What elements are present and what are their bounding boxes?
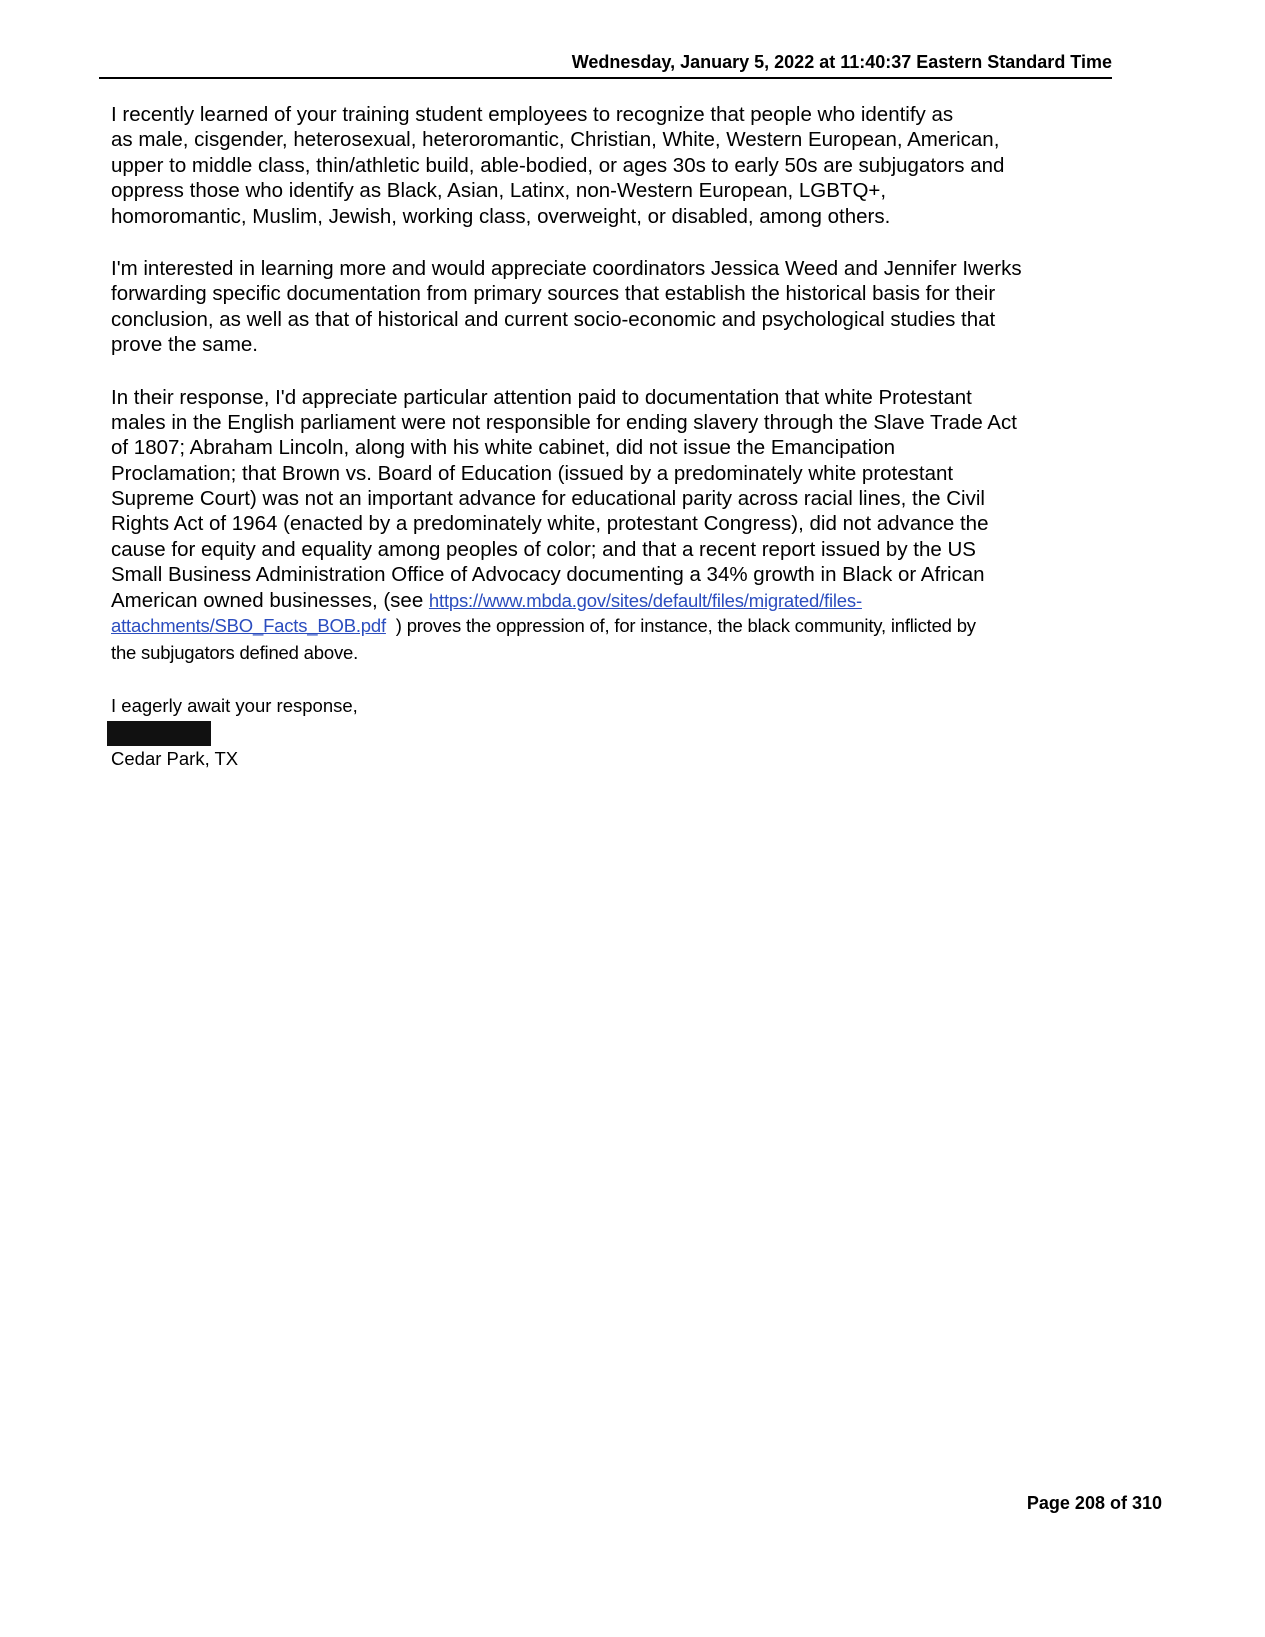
text-line: I'm interested in learning more and would appreciate coordinators Jessica Weed and Jennifer Iwerks bbox=[111, 256, 1022, 280]
email-body bbox=[111, 102, 1121, 666]
text-segment: American owned businesses, (see bbox=[111, 588, 429, 612]
text-line: Proclamation; that Brown vs. Board of Education (issued by a predominately white protestant bbox=[111, 461, 954, 485]
text-line: of 1807; Abraham Lincoln, along with his white cabinet, did not issue the Emancipation bbox=[111, 436, 896, 460]
text-line bbox=[111, 613, 1121, 640]
redacted-name bbox=[107, 721, 211, 746]
text-line: males in the English parliament were not responsible for ending slavery through the Slave Trade Act bbox=[111, 410, 1017, 434]
text-line bbox=[111, 588, 1121, 613]
paragraph-3 bbox=[111, 385, 1121, 667]
text-line: homoromantic, Muslim, Jewish, working class, overweight, or disabled, among others. bbox=[111, 204, 891, 228]
text-line: Rights Act of 1964 (enacted by a predominately white, protestant Congress), did not advance the bbox=[111, 512, 989, 536]
text-line: conclusion, as well as that of historical and current socio-economic and psychological studies that bbox=[111, 307, 996, 331]
text-line: forwarding specific documentation from primary sources that establish the historical basis for their bbox=[111, 282, 996, 306]
text-segment: ) proves the oppression of, for instance, the black community, inflicted by bbox=[385, 615, 976, 637]
text-line: as male, cisgender, heterosexual, heteroromantic, Christian, White, Western European, American, bbox=[111, 128, 1000, 152]
text-line: Small Business Administration Office of Advocacy documenting a 34% growth in Black or African bbox=[111, 563, 985, 587]
paragraph-2 bbox=[111, 256, 1121, 358]
text-line: I recently learned of your training student employees to recognize that people who identify as bbox=[111, 103, 954, 126]
text-line: upper to middle class, thin/athletic build, able-bodied, or ages 30s to early 50s are subjugators and bbox=[111, 153, 1005, 177]
page-number: Page 208 of 310 bbox=[1026, 1493, 1162, 1513]
location-line: Cedar Park, TX bbox=[111, 748, 239, 769]
text-line: In their response, I'd appreciate particular attention paid to documentation that white Protestant bbox=[111, 385, 972, 409]
text-line: oppress those who identify as Black, Asian, Latinx, non-Western European, LGBTQ+, bbox=[111, 179, 887, 203]
paragraph-1 bbox=[111, 102, 1121, 229]
text-line: the subjugators defined above. bbox=[111, 641, 359, 663]
sbo-facts-link[interactable]: https://www.mbda.gov/sites/default/files/migrated/files- bbox=[428, 589, 862, 611]
email-timestamp-header: Wednesday, January 5, 2022 at 11:40:37 Eastern Standard Time bbox=[99, 50, 1112, 79]
text-line: cause for equity and equality among peoples of color; and that a recent report issued by the US bbox=[111, 537, 976, 561]
sbo-facts-link-continued[interactable]: attachments/SBO_Facts_BOB.pdf bbox=[111, 615, 386, 637]
text-line: prove the same. bbox=[111, 333, 258, 357]
text-line: Supreme Court) was not an important advance for educational parity across racial lines, the Civil bbox=[111, 487, 985, 511]
closing-line: I eagerly await your response, bbox=[111, 695, 358, 716]
signature-block bbox=[111, 693, 358, 772]
